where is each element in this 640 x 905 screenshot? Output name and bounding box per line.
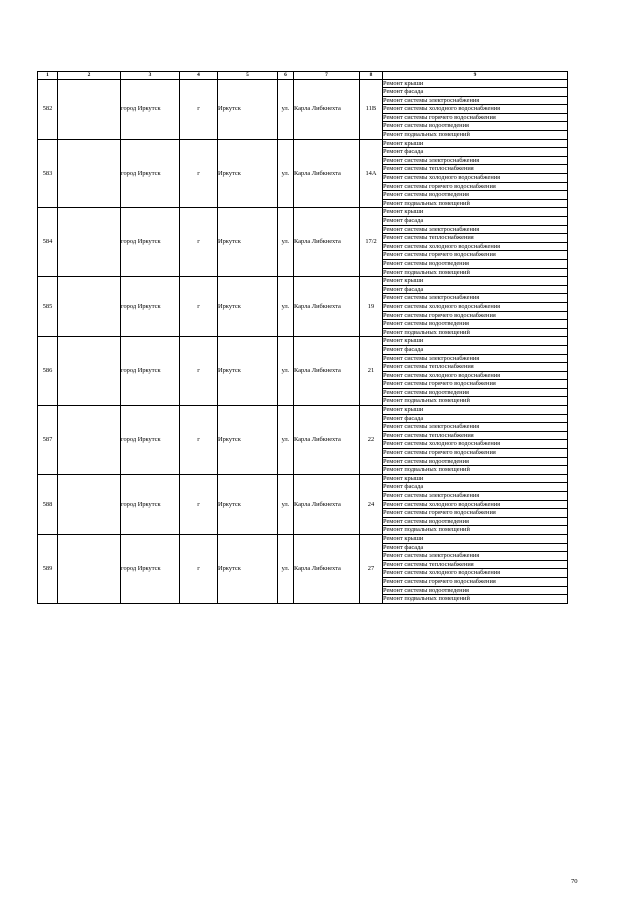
- street-cell: Карла Либкнехта: [294, 79, 360, 139]
- work-type-cell: Ремонт крыши: [383, 208, 568, 217]
- street-type-cell: ул.: [278, 406, 294, 475]
- house-number-cell: 19: [360, 277, 383, 337]
- empty-cell: [58, 277, 121, 337]
- settlement-type-cell: г: [180, 337, 218, 406]
- work-type-cell: Ремонт фасада: [383, 217, 568, 226]
- work-type-cell: Ремонт системы теплоснабжения: [383, 560, 568, 569]
- street-type-cell: ул.: [278, 79, 294, 139]
- work-type-cell: Ремонт фасада: [383, 285, 568, 294]
- work-type-cell: Ремонт системы водоотведения: [383, 259, 568, 268]
- work-type-cell: Ремонт системы горячего водоснабжения: [383, 311, 568, 320]
- row-number-cell: 584: [38, 208, 58, 277]
- row-number-cell: 582: [38, 79, 58, 139]
- column-header: 3: [121, 72, 180, 80]
- city-cell: Иркутск: [218, 208, 278, 277]
- work-type-cell: Ремонт системы электроснабжения: [383, 354, 568, 363]
- empty-cell: [58, 474, 121, 534]
- table-row: [38, 474, 568, 483]
- repair-register-table: [37, 71, 568, 604]
- city-cell: Иркутск: [218, 337, 278, 406]
- house-number-cell: 11В: [360, 79, 383, 139]
- work-type-cell: Ремонт системы горячего водоснабжения: [383, 251, 568, 260]
- row-number-cell: 587: [38, 406, 58, 475]
- table-row: [38, 406, 568, 415]
- settlement-type-cell: г: [180, 534, 218, 603]
- street-type-cell: ул.: [278, 277, 294, 337]
- row-number-cell: 588: [38, 474, 58, 534]
- empty-cell: [58, 337, 121, 406]
- street-cell: Карла Либкнехта: [294, 337, 360, 406]
- work-type-cell: Ремонт системы холодного водоснабжения: [383, 569, 568, 578]
- work-type-cell: Ремонт системы электроснабжения: [383, 225, 568, 234]
- street-cell: Карла Либкнехта: [294, 406, 360, 475]
- work-type-cell: Ремонт крыши: [383, 277, 568, 286]
- house-number-cell: 27: [360, 534, 383, 603]
- column-header: 4: [180, 72, 218, 80]
- settlement-type-cell: г: [180, 79, 218, 139]
- work-type-cell: Ремонт системы горячего водоснабжения: [383, 577, 568, 586]
- work-type-cell: Ремонт подвальных помещений: [383, 526, 568, 535]
- settlement-cell: город Иркутск: [121, 208, 180, 277]
- work-type-cell: Ремонт крыши: [383, 139, 568, 148]
- house-number-cell: 22: [360, 406, 383, 475]
- work-type-cell: Ремонт системы теплоснабжения: [383, 431, 568, 440]
- work-type-cell: Ремонт системы электроснабжения: [383, 492, 568, 501]
- work-type-cell: Ремонт системы электроснабжения: [383, 294, 568, 303]
- row-number-cell: 585: [38, 277, 58, 337]
- work-type-cell: Ремонт подвальных помещений: [383, 131, 568, 140]
- settlement-cell: город Иркутск: [121, 406, 180, 475]
- page-number: 70: [571, 878, 578, 885]
- street-cell: Карла Либкнехта: [294, 208, 360, 277]
- work-type-cell: Ремонт системы холодного водоснабжения: [383, 302, 568, 311]
- column-number-header-row: [38, 72, 568, 80]
- work-type-cell: Ремонт системы водоотведения: [383, 517, 568, 526]
- house-number-cell: 17/2: [360, 208, 383, 277]
- work-type-cell: Ремонт системы теплоснабжения: [383, 363, 568, 372]
- city-cell: Иркутск: [218, 277, 278, 337]
- settlement-cell: город Иркутск: [121, 79, 180, 139]
- street-cell: Карла Либкнехта: [294, 474, 360, 534]
- work-type-cell: Ремонт крыши: [383, 79, 568, 88]
- empty-cell: [58, 139, 121, 208]
- settlement-type-cell: г: [180, 406, 218, 475]
- empty-cell: [58, 208, 121, 277]
- empty-cell: [58, 534, 121, 603]
- work-type-cell: Ремонт подвальных помещений: [383, 595, 568, 604]
- work-type-cell: Ремонт подвальных помещений: [383, 199, 568, 208]
- work-type-cell: Ремонт системы водоотведения: [383, 388, 568, 397]
- column-header: 7: [294, 72, 360, 80]
- street-type-cell: ул.: [278, 208, 294, 277]
- register-body: [38, 79, 568, 603]
- street-type-cell: ул.: [278, 474, 294, 534]
- work-type-cell: Ремонт подвальных помещений: [383, 268, 568, 277]
- settlement-cell: город Иркутск: [121, 337, 180, 406]
- column-header: 8: [360, 72, 383, 80]
- house-number-cell: 24: [360, 474, 383, 534]
- work-type-cell: Ремонт системы водоотведения: [383, 457, 568, 466]
- table-row: [38, 139, 568, 148]
- work-type-cell: Ремонт системы водоотведения: [383, 122, 568, 131]
- house-number-cell: 21: [360, 337, 383, 406]
- city-cell: Иркутск: [218, 534, 278, 603]
- row-number-cell: 586: [38, 337, 58, 406]
- work-type-cell: Ремонт системы горячего водоснабжения: [383, 509, 568, 518]
- work-type-cell: Ремонт системы горячего водоснабжения: [383, 113, 568, 122]
- work-type-cell: Ремонт подвальных помещений: [383, 328, 568, 337]
- settlement-type-cell: г: [180, 277, 218, 337]
- work-type-cell: Ремонт подвальных помещений: [383, 397, 568, 406]
- work-type-cell: Ремонт фасада: [383, 543, 568, 552]
- work-type-cell: Ремонт системы холодного водоснабжения: [383, 174, 568, 183]
- work-type-cell: Ремонт системы холодного водоснабжения: [383, 500, 568, 509]
- table-row: [38, 208, 568, 217]
- street-type-cell: ул.: [278, 534, 294, 603]
- table-row: [38, 277, 568, 286]
- work-type-cell: Ремонт фасада: [383, 414, 568, 423]
- work-type-cell: Ремонт фасада: [383, 148, 568, 157]
- row-number-cell: 589: [38, 534, 58, 603]
- row-number-cell: 583: [38, 139, 58, 208]
- settlement-cell: город Иркутск: [121, 534, 180, 603]
- settlement-cell: город Иркутск: [121, 139, 180, 208]
- work-type-cell: Ремонт системы горячего водоснабжения: [383, 380, 568, 389]
- settlement-type-cell: г: [180, 208, 218, 277]
- column-header: 9: [383, 72, 568, 80]
- work-type-cell: Ремонт крыши: [383, 534, 568, 543]
- settlement-type-cell: г: [180, 139, 218, 208]
- empty-cell: [58, 406, 121, 475]
- street-cell: Карла Либкнехта: [294, 534, 360, 603]
- empty-cell: [58, 79, 121, 139]
- work-type-cell: Ремонт крыши: [383, 474, 568, 483]
- work-type-cell: Ремонт фасада: [383, 345, 568, 354]
- street-type-cell: ул.: [278, 139, 294, 208]
- work-type-cell: Ремонт подвальных помещений: [383, 466, 568, 475]
- column-header: 5: [218, 72, 278, 80]
- city-cell: Иркутск: [218, 79, 278, 139]
- settlement-cell: город Иркутск: [121, 474, 180, 534]
- work-type-cell: Ремонт системы холодного водоснабжения: [383, 371, 568, 380]
- column-header: 2: [58, 72, 121, 80]
- work-type-cell: Ремонт фасада: [383, 88, 568, 97]
- work-type-cell: Ремонт системы электроснабжения: [383, 156, 568, 165]
- work-type-cell: Ремонт системы теплоснабжения: [383, 165, 568, 174]
- settlement-type-cell: г: [180, 474, 218, 534]
- street-type-cell: ул.: [278, 337, 294, 406]
- work-type-cell: Ремонт системы водоотведения: [383, 586, 568, 595]
- work-type-cell: Ремонт системы электроснабжения: [383, 423, 568, 432]
- city-cell: Иркутск: [218, 474, 278, 534]
- work-type-cell: Ремонт системы холодного водоснабжения: [383, 242, 568, 251]
- street-cell: Карла Либкнехта: [294, 139, 360, 208]
- work-type-cell: Ремонт системы электроснабжения: [383, 96, 568, 105]
- table-row: [38, 534, 568, 543]
- work-type-cell: Ремонт фасада: [383, 483, 568, 492]
- work-type-cell: Ремонт крыши: [383, 406, 568, 415]
- work-type-cell: Ремонт системы водоотведения: [383, 191, 568, 200]
- house-number-cell: 14А: [360, 139, 383, 208]
- work-type-cell: Ремонт системы горячего водоснабжения: [383, 449, 568, 458]
- city-cell: Иркутск: [218, 406, 278, 475]
- column-header: 1: [38, 72, 58, 80]
- table-row: [38, 337, 568, 346]
- work-type-cell: Ремонт системы водоотведения: [383, 320, 568, 329]
- work-type-cell: Ремонт системы электроснабжения: [383, 552, 568, 561]
- table-row: [38, 79, 568, 88]
- street-cell: Карла Либкнехта: [294, 277, 360, 337]
- column-header: 6: [278, 72, 294, 80]
- work-type-cell: Ремонт системы холодного водоснабжения: [383, 105, 568, 114]
- work-type-cell: Ремонт системы горячего водоснабжения: [383, 182, 568, 191]
- work-type-cell: Ремонт системы холодного водоснабжения: [383, 440, 568, 449]
- work-type-cell: Ремонт крыши: [383, 337, 568, 346]
- city-cell: Иркутск: [218, 139, 278, 208]
- work-type-cell: Ремонт системы теплоснабжения: [383, 234, 568, 243]
- settlement-cell: город Иркутск: [121, 277, 180, 337]
